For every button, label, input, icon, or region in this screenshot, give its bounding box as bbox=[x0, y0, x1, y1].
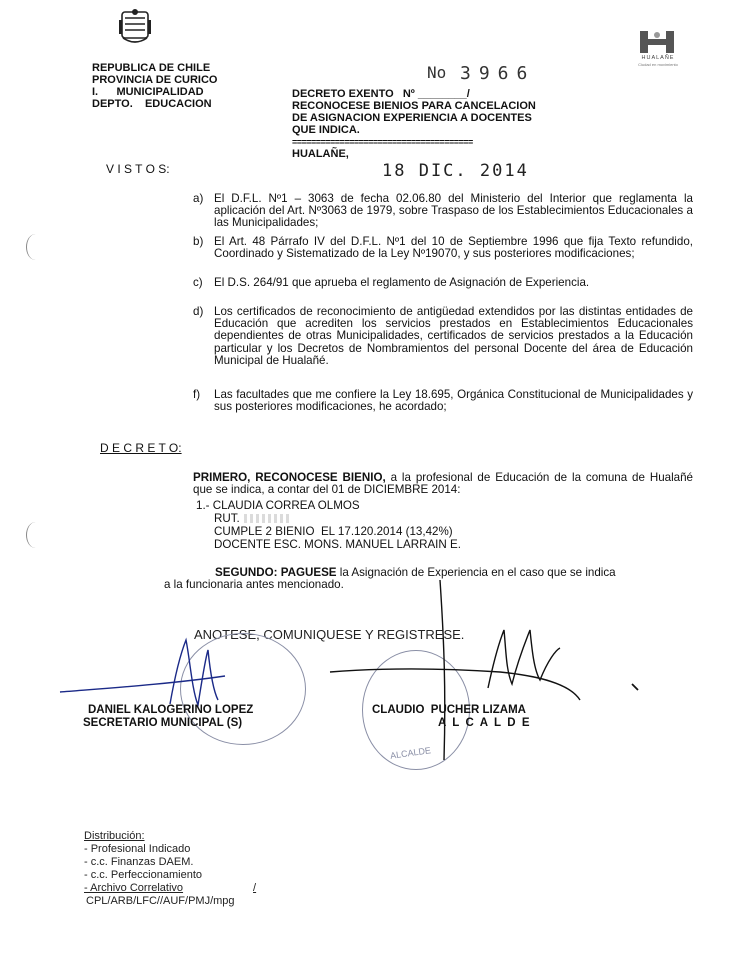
vistos-item-label: b) bbox=[193, 235, 204, 248]
left-signer-name: DANIEL KALOGERINO LOPEZ bbox=[88, 704, 254, 716]
rut-label: RUT. bbox=[214, 512, 240, 525]
person-line: 1.- CLAUDIA CORREA OLMOS bbox=[196, 499, 360, 512]
right-signer-title: A L C A L D E bbox=[438, 717, 530, 729]
decree-date-stamp: 18 DIC. 2014 bbox=[382, 161, 529, 181]
brand-name: HUALAÑE bbox=[641, 55, 675, 61]
vistos-item-label: d) bbox=[193, 305, 204, 318]
decreto-heading: D E C R E T O: bbox=[100, 441, 182, 455]
vistos-item-label: c) bbox=[193, 276, 203, 289]
header-line: DEPTO. EDUCACION bbox=[92, 98, 212, 110]
segundo-bold: SEGUNDO: PAGUESE bbox=[215, 566, 337, 579]
distribution-block bbox=[84, 830, 256, 908]
decree-subject-line: DE ASIGNACION EXPERIENCIA A DOCENTES bbox=[292, 112, 532, 124]
vistos-heading: V I S T O S: bbox=[106, 162, 170, 176]
left-signer-title: SECRETARIO MUNICIPAL (S) bbox=[83, 717, 243, 729]
decree-rule: ====================================== bbox=[292, 137, 473, 147]
distribution-item-text: - Archivo Correlativo bbox=[84, 882, 184, 894]
cumple-line: CUMPLE 2 BIENIO EL 17.120.2014 (13,42%) bbox=[214, 525, 453, 538]
decree-number: 3966 bbox=[460, 63, 536, 84]
primero-bold: PRIMERO, RECONOCESE BIENIO, bbox=[193, 471, 386, 484]
decree-subject-line: RECONOCESE BIENIOS PARA CANCELACION bbox=[292, 100, 536, 112]
distribution-initials: CPL/ARB/LFC//AUF/PMJ/mpg bbox=[86, 895, 235, 907]
distribution-item: - Archivo Correlativo / bbox=[84, 882, 257, 894]
brand-subtitle: Ciudad en movimiento bbox=[638, 62, 678, 67]
vistos-item-text: El D.F.L. Nº1 – 3063 de fecha 02.06.80 del Ministerio del Interior que reglamenta la aplicación del Art. Nº3063 de 1979, sobre Traspaso de los Establecimientos Educacionales a las Municipalidades; bbox=[214, 192, 693, 230]
distribution-item: - c.c. Finanzas DAEM. bbox=[84, 856, 194, 868]
header-line: PROVINCIA DE CURICO bbox=[92, 74, 218, 86]
decree-title: DECRETO EXENTO Nº ________/ bbox=[292, 88, 470, 100]
decree-number-label: No bbox=[427, 63, 447, 82]
header-line: REPUBLICA DE CHILE bbox=[92, 62, 211, 74]
distribution-heading: Distribución: bbox=[84, 830, 145, 842]
vistos-item-text: Las facultades que me confiere la Ley 18.695, Orgánica Constitucional de Municipalidades y sus posteriores modificaciones, he acordado; bbox=[214, 388, 693, 414]
vistos-item-text: Los certificados de reconocimiento de antigüedad extendidos por las distintas entidades de Educación que acrediten los servicios prestados en Establecimientos Educacionales dependientes de otras Municipalidades, certificados de servicios prestados a la Educación particular y los Decretos de Nombramientos del personal Docente del área de Educación Municipal de Hualañé. bbox=[214, 305, 693, 367]
closing-line: ANOTESE, COMUNIQUESE Y REGISTRESE. bbox=[194, 627, 465, 642]
vistos-item-text: El D.S. 264/91 que aprueba el reglamento de Asignación de Experiencia. bbox=[214, 276, 590, 289]
distribution-item: - c.c. Perfeccionamiento bbox=[84, 869, 202, 881]
decree-subject-line: QUE INDICA. bbox=[292, 124, 360, 136]
docente-line: DOCENTE ESC. MONS. MANUEL LARRAIN E. bbox=[214, 538, 461, 551]
vistos-item-text: El Art. 48 Párrafo IV del D.F.L. Nº1 del 10 de Septiembre 1996 que fija Texto refundido, Coordinado y Sistematizado de la Ley Nº19070, y sus posteriores modificaciones; bbox=[214, 235, 693, 261]
distribution-item: - Profesional Indicado bbox=[84, 843, 191, 855]
segundo-text: la Asignación de Experiencia en el caso que se indica a la funcionaria antes mencionado. bbox=[164, 566, 616, 592]
primero-text: a la profesional de Educación de la comuna de Hualañé que se indica, a contar del 01 de DICIEMBRE 2014: bbox=[193, 471, 694, 497]
header-line: I. MUNICIPALIDAD bbox=[92, 86, 204, 98]
vistos-item-label: f) bbox=[193, 388, 201, 401]
mayor-seal-text: ALCALDE bbox=[389, 745, 432, 761]
decree-place: HUALAÑE, bbox=[292, 148, 349, 160]
vistos-item-label: a) bbox=[193, 192, 204, 205]
right-signer-name: CLAUDIO PUCHER LIZAMA bbox=[372, 704, 526, 716]
